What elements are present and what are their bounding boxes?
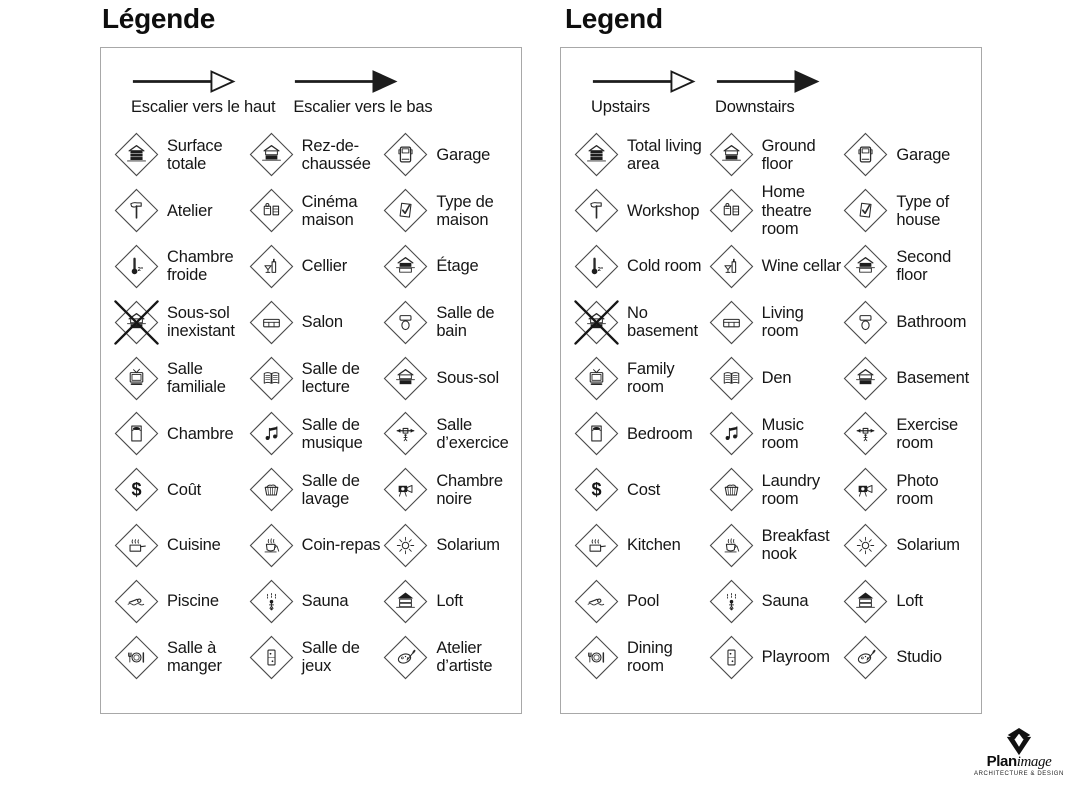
stairs-down-arrow-icon xyxy=(293,68,399,95)
basement-icon xyxy=(842,355,889,402)
legend-title-fr: Légende xyxy=(102,3,216,34)
exercise-room-icon xyxy=(842,410,889,457)
music-room-icon xyxy=(708,410,755,457)
cold-room-icon xyxy=(573,243,620,290)
legend-item xyxy=(573,350,708,406)
legend-item xyxy=(248,350,383,406)
legend-item xyxy=(842,183,977,239)
legend-item-label: Den xyxy=(761,369,792,388)
photo-room-icon xyxy=(382,466,429,513)
legend-item-label: Type of house xyxy=(896,192,950,229)
legend-item-label: Cuisine xyxy=(167,536,221,555)
legend-item-label: Atelier d’artiste xyxy=(436,638,493,676)
legend-item-label: Chambre froide xyxy=(167,248,234,285)
breakfast-nook-icon xyxy=(248,522,295,569)
loft-icon xyxy=(842,578,889,625)
legend-item xyxy=(842,127,977,183)
no-basement-icon xyxy=(113,299,160,346)
basement-icon xyxy=(382,355,429,402)
loft-icon xyxy=(382,578,429,625)
legend-item xyxy=(248,127,383,183)
living-room-icon xyxy=(708,299,755,346)
legend-panel-fr xyxy=(100,47,522,714)
legend-item xyxy=(113,183,248,239)
legend-item-label: Cinéma maison xyxy=(301,192,358,229)
stairs-up xyxy=(131,68,275,117)
wine-cellar-icon xyxy=(248,243,295,290)
legend-item xyxy=(248,239,383,295)
legend-item-label: Salle d’exercice xyxy=(436,415,509,452)
legend-item-label: Coût xyxy=(167,480,202,499)
legend-item-label: Breakfast nook xyxy=(761,527,830,564)
legend-item-label: Salle de musique xyxy=(301,415,363,452)
legend-item-label: Loft xyxy=(436,592,464,611)
solarium-icon xyxy=(842,522,889,569)
legend-item-label: Chambre xyxy=(167,424,234,443)
legend-item-label: No basement xyxy=(627,304,698,341)
den-icon xyxy=(708,355,755,402)
cost-icon xyxy=(573,466,620,513)
legend-item xyxy=(113,294,248,350)
legend-item-label: Sauna xyxy=(761,592,809,611)
legend-item xyxy=(708,406,843,462)
legend-item xyxy=(708,294,843,350)
legend-item xyxy=(113,406,248,462)
legend-item xyxy=(113,350,248,406)
legend-item xyxy=(248,573,383,629)
legend-item-label: Rez-de-chaussée xyxy=(301,136,371,173)
legend-item-label: Salle familiale xyxy=(167,359,226,397)
playroom-icon xyxy=(248,634,295,681)
legend-item xyxy=(248,518,383,574)
laundry-room-icon xyxy=(248,466,295,513)
studio-icon xyxy=(842,634,889,681)
legend-item xyxy=(708,127,843,183)
garage-icon xyxy=(382,131,429,178)
dining-room-icon xyxy=(113,634,160,681)
legend-item xyxy=(382,183,517,239)
bedroom-icon xyxy=(573,410,620,457)
workshop-icon xyxy=(113,187,160,234)
sauna-icon xyxy=(248,578,295,625)
legend-item-label: Exercise room xyxy=(896,415,958,452)
stairs-down xyxy=(293,68,432,117)
stairs-down xyxy=(715,68,821,117)
svg-text:2°: 2° xyxy=(137,267,144,274)
legend-item xyxy=(573,573,708,629)
legend-item-label: Piscine xyxy=(167,592,219,611)
legend-item xyxy=(382,462,517,518)
legend-item-label: Coin-repas xyxy=(301,536,381,555)
legend-item xyxy=(842,629,977,685)
legend-item xyxy=(248,294,383,350)
bathroom-icon xyxy=(842,299,889,346)
legend-item xyxy=(113,462,248,518)
legend-item xyxy=(382,350,517,406)
exercise-room-icon xyxy=(382,410,429,457)
legend-item-label: Bedroom xyxy=(627,424,693,443)
legend-item xyxy=(382,294,517,350)
family-room-icon xyxy=(573,355,620,402)
legend-item-label: Living room xyxy=(761,304,804,341)
sauna-icon xyxy=(708,578,755,625)
music-room-icon xyxy=(248,410,295,457)
legend-item xyxy=(708,573,843,629)
legend-item-label: Surface totale xyxy=(167,136,223,173)
legend-item xyxy=(248,462,383,518)
stair-label: Escalier vers le haut xyxy=(131,98,276,116)
legend-item-label: Kitchen xyxy=(627,536,681,555)
legend-grid xyxy=(101,117,521,685)
playroom-icon xyxy=(708,634,755,681)
total-living-area-icon xyxy=(573,131,620,178)
stairs-down-arrow-icon xyxy=(715,68,821,95)
legend-item-label: Cellier xyxy=(301,257,348,276)
legend-item-label: Photo room xyxy=(896,471,939,508)
dining-room-icon xyxy=(573,634,620,681)
stair-label: Downstairs xyxy=(715,98,795,116)
family-room-icon xyxy=(113,355,160,402)
ground-floor-icon xyxy=(248,131,295,178)
pool-icon xyxy=(113,578,160,625)
type-of-house-icon xyxy=(842,187,889,234)
legend-item-label: Cost xyxy=(627,480,661,499)
svg-text:$: $ xyxy=(131,479,142,500)
living-room-icon xyxy=(248,299,295,346)
stairs-up-arrow-icon xyxy=(131,68,237,95)
legend-item-label: Studio xyxy=(896,648,942,666)
legend-item xyxy=(573,462,708,518)
legend-item-label: Home theatre room xyxy=(761,183,812,238)
legend-item xyxy=(573,294,708,350)
legend-item xyxy=(842,462,977,518)
laundry-room-icon xyxy=(708,466,755,513)
legend-item xyxy=(573,239,708,295)
legend-item-label: Bathroom xyxy=(896,313,967,332)
second-floor-icon xyxy=(382,243,429,290)
legend-item xyxy=(113,629,248,685)
legend-item xyxy=(842,406,977,462)
svg-text:2°: 2° xyxy=(597,267,604,274)
legend-item-label: Basement xyxy=(896,369,970,388)
legend-item-label: Second floor xyxy=(896,248,952,285)
legend-item xyxy=(708,239,843,295)
legend-item-label: Solarium xyxy=(896,536,960,555)
legend-item-label: Sous-sol inexistant xyxy=(167,304,235,341)
legend-item-label: Pool xyxy=(627,592,660,611)
studio-icon xyxy=(382,634,429,681)
type-of-house-icon xyxy=(382,187,429,234)
stair-label: Escalier vers le bas xyxy=(293,98,433,116)
legend-item xyxy=(248,629,383,685)
kitchen-icon xyxy=(573,522,620,569)
legend-item xyxy=(573,518,708,574)
logo-brand-italic: image xyxy=(1016,753,1052,770)
legend-item xyxy=(842,294,977,350)
legend-item-label: Solarium xyxy=(436,536,500,555)
legend-item xyxy=(382,518,517,574)
legend-item-label: Ground floor xyxy=(761,136,816,173)
legend-item xyxy=(573,629,708,685)
photo-room-icon xyxy=(842,466,889,513)
den-icon xyxy=(248,355,295,402)
legend-item-label: Dining room xyxy=(627,638,673,676)
legend-item xyxy=(708,518,843,574)
legend-item xyxy=(842,518,977,574)
legend-item-label: Laundry room xyxy=(761,471,820,508)
cold-room-icon xyxy=(113,243,160,290)
stairs-row xyxy=(561,48,981,117)
legend-item xyxy=(113,573,248,629)
stairs-row xyxy=(101,48,521,117)
pool-icon xyxy=(573,578,620,625)
legend-item xyxy=(382,406,517,462)
second-floor-icon xyxy=(842,243,889,290)
solarium-icon xyxy=(382,522,429,569)
stairs-up xyxy=(591,68,697,117)
legend-item xyxy=(842,239,977,295)
logo-brand-bold: Plan xyxy=(986,752,1017,770)
legend-item-label: Salle de lavage xyxy=(301,471,360,508)
garage-icon xyxy=(842,131,889,178)
kitchen-icon xyxy=(113,522,160,569)
stairs-up-arrow-icon xyxy=(591,68,697,95)
legend-item xyxy=(382,239,517,295)
wine-cellar-icon xyxy=(708,243,755,290)
legend-panel-en xyxy=(560,47,982,714)
legend-item xyxy=(113,239,248,295)
stair-label: Upstairs xyxy=(591,98,650,116)
legend-item-label: Loft xyxy=(896,592,924,611)
legend-item-label: Type de maison xyxy=(436,192,494,229)
logo-brand xyxy=(963,754,1075,771)
legend-item-label: Chambre noire xyxy=(436,471,503,508)
legend-item xyxy=(113,127,248,183)
total-living-area-icon xyxy=(113,131,160,178)
legend-item xyxy=(708,183,843,239)
svg-text:$: $ xyxy=(591,479,602,500)
legend-item-label: Wine cellar xyxy=(761,257,842,276)
legend-item xyxy=(113,518,248,574)
workshop-icon xyxy=(573,187,620,234)
legend-item xyxy=(382,127,517,183)
legend-grid xyxy=(561,117,981,685)
legend-item xyxy=(382,629,517,685)
legend-item-label: Cold room xyxy=(627,257,702,276)
legend-item-label: Garage xyxy=(896,145,951,164)
planimage-logo xyxy=(963,727,1075,778)
legend-item-label: Garage xyxy=(436,145,491,164)
legend-item-label: Étage xyxy=(436,257,479,276)
legend-item xyxy=(573,127,708,183)
legend-item xyxy=(842,573,977,629)
legend-item-label: Salle de bain xyxy=(436,304,495,341)
bedroom-icon xyxy=(113,410,160,457)
breakfast-nook-icon xyxy=(708,522,755,569)
legend-item xyxy=(708,350,843,406)
home-theatre-icon xyxy=(248,187,295,234)
legend-item xyxy=(382,573,517,629)
legend-item-label: Sauna xyxy=(301,592,349,611)
ground-floor-icon xyxy=(708,131,755,178)
legend-item xyxy=(573,406,708,462)
legend-title-en: Legend xyxy=(565,3,663,34)
legend-item-label: Family room xyxy=(627,359,675,397)
legend-item-label: Salle de jeux xyxy=(301,638,360,676)
legend-item xyxy=(248,406,383,462)
legend-item xyxy=(248,183,383,239)
home-theatre-icon xyxy=(708,187,755,234)
legend-item xyxy=(708,462,843,518)
legend-item xyxy=(573,183,708,239)
legend-item xyxy=(842,350,977,406)
bathroom-icon xyxy=(382,299,429,346)
logo-tagline: ARCHITECTURE & DESIGN xyxy=(974,771,1064,777)
legend-item-label: Playroom xyxy=(761,648,830,666)
legend-item-label: Salon xyxy=(301,313,343,332)
legend-item-label: Workshop xyxy=(627,201,700,220)
legend-item-label: Atelier xyxy=(167,201,213,220)
legend-item-label: Total living area xyxy=(627,136,702,173)
no-basement-icon xyxy=(573,299,620,346)
legend-item-label: Sous-sol xyxy=(436,369,499,388)
legend-item-label: Music room xyxy=(761,415,804,452)
legend-item-label: Salle à manger xyxy=(167,638,222,676)
legend-item-label: Salle de lecture xyxy=(301,359,360,397)
cost-icon xyxy=(113,466,160,513)
legend-item xyxy=(708,629,843,685)
